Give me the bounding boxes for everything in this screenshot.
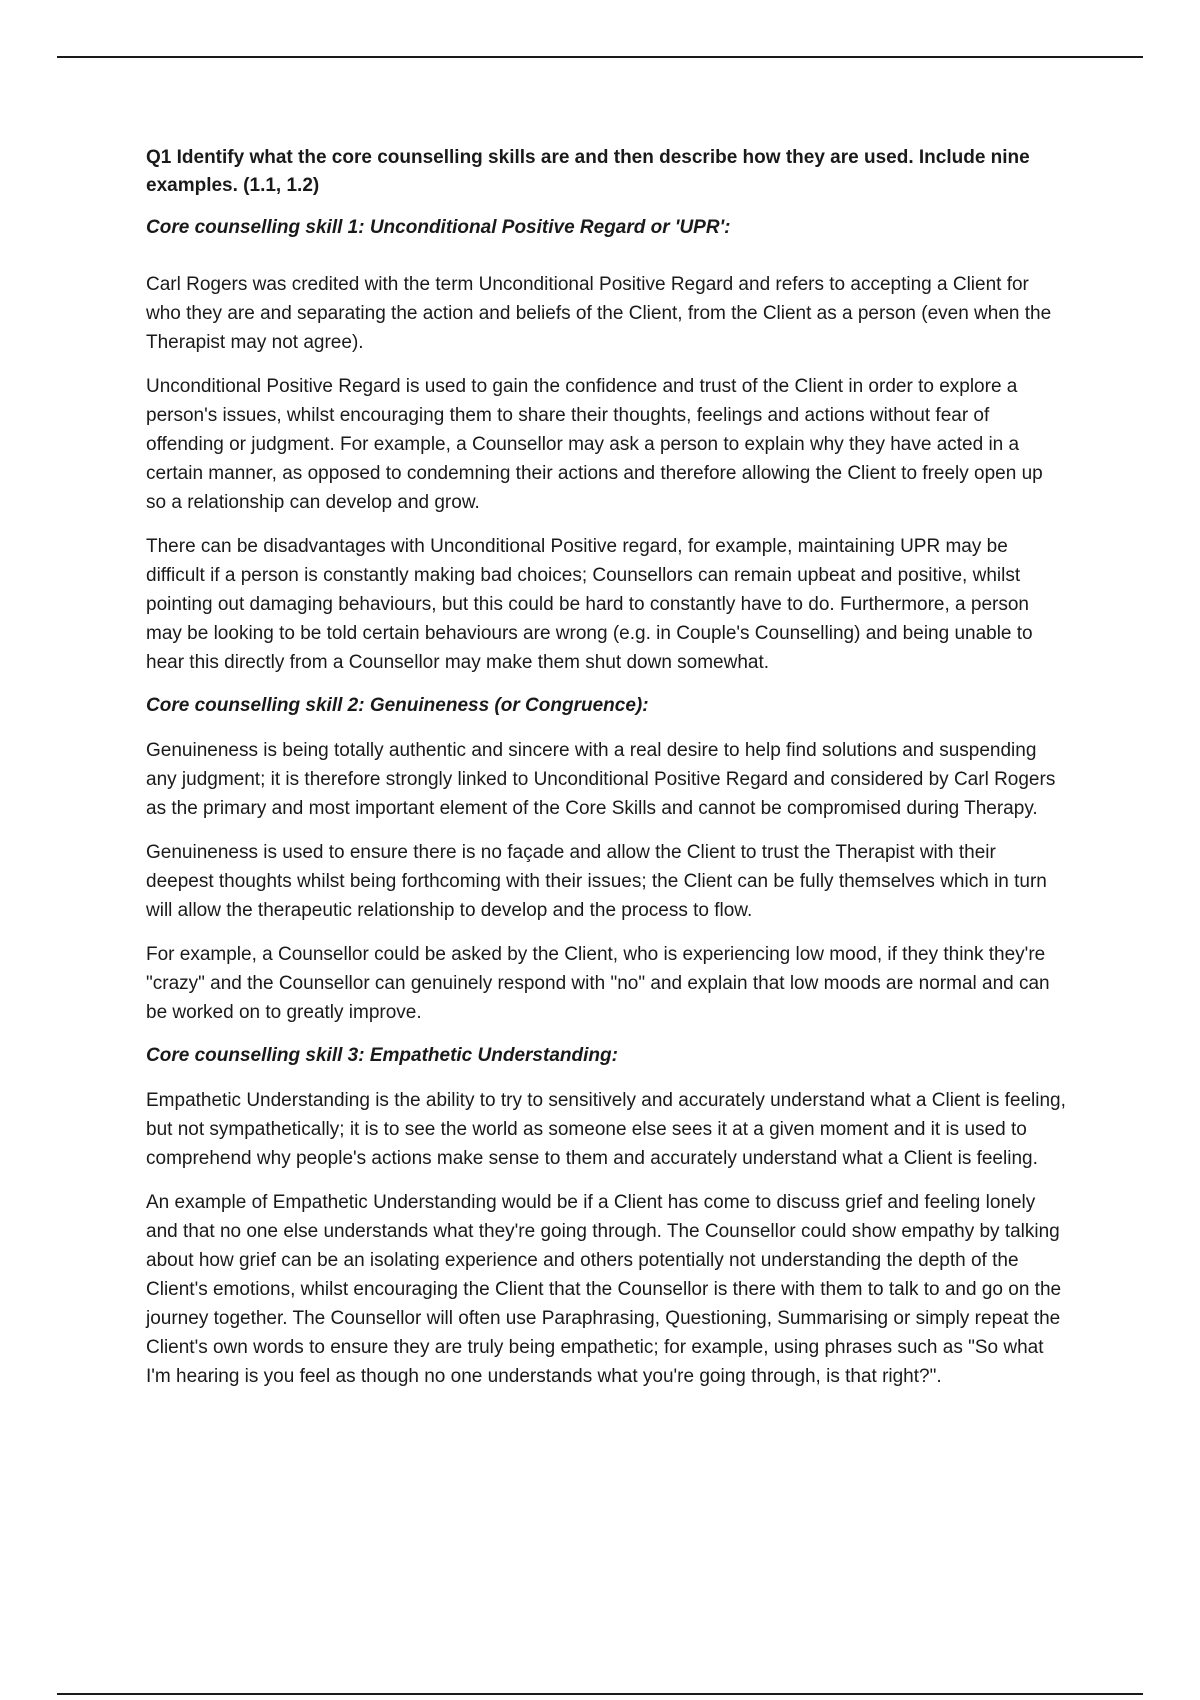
section-heading-skill-1: Core counselling skill 1: Unconditional Positive Regard or 'UPR': <box>146 217 731 238</box>
section-heading-skill-3: Core counselling skill 3: Empathetic Understanding: <box>146 1045 618 1066</box>
section-heading-skill-2: Core counselling skill 2: Genuineness (or Congruence): <box>146 695 649 716</box>
paragraph: Empathetic Understanding is the ability to try to sensitively and accurately understand what a Client is feeling, but not sympathetically; it is to see the world as someone else sees it at a given moment and it is used to comprehend why people's actions make sense to them and accurately understand what a Client is feeling. <box>146 1090 1066 1169</box>
question-heading: Q1 Identify what the core counselling skills are and then describe how they are used. Include nine examples. (1.1, 1.2) <box>146 147 1030 196</box>
paragraph: Unconditional Positive Regard is used to gain the confidence and trust of the Client in order to explore a person's issues, whilst encouraging them to share their thoughts, feelings and actions without fear of offending or judgment. For example, a Counsellor may ask a person to explain why they have acted in a certain manner, as opposed to condemning their actions and therefore allowing the Client to freely open up so a relationship can develop and grow. <box>146 376 1043 513</box>
paragraph: Genuineness is being totally authentic and sincere with a real desire to help find solutions and suspending any judgment; it is therefore strongly linked to Unconditional Positive Regard and considered by Carl Rogers as the primary and most important element of the Core Skills and cannot be compromised during Therapy. <box>146 740 1056 819</box>
paragraph: An example of Empathetic Understanding would be if a Client has come to discuss grief and feeling lonely and that no one else understands what they're going through. The Counsellor could show empathy by talking about how grief can be an isolating experience and others potentially not understanding the depth of the Client's emotions, whilst encouraging the Client that the Counsellor is there with them to talk to and go on the journey together. The Counsellor will often use Paraphrasing, Questioning, Summarising or simply repeat the Client's own words to ensure they are truly being empathetic; for example, using phrases such as "So what I'm hearing is you feel as though no one understands what you're going through, is that right?". <box>146 1192 1062 1387</box>
paragraph: Genuineness is used to ensure there is no façade and allow the Client to trust the Therapist with their deepest thoughts whilst being forthcoming with their issues; the Client can be fully themselves which in turn will allow the therapeutic relationship to develop and the process to flow. <box>146 842 1047 921</box>
document-body <box>146 144 1066 1406</box>
header-rule <box>57 56 1143 58</box>
paragraph: There can be disadvantages with Unconditional Positive regard, for example, maintaining UPR may be difficult if a person is constantly making bad choices; Counsellors can remain upbeat and positive, whilst pointing out damaging behaviours, but this could be hard to constantly have to do. Furthermore, a person may be looking to be told certain behaviours are wrong (e.g. in Couple's Counselling) and being unable to hear this directly from a Counsellor may make them shut down somewhat. <box>146 536 1033 673</box>
paragraph: Carl Rogers was credited with the term Unconditional Positive Regard and refers to accepting a Client for who they are and separating the action and beliefs of the Client, from the Client as a person (even when the Therapist may not agree). <box>146 274 1052 353</box>
paragraph: For example, a Counsellor could be asked by the Client, who is experiencing low mood, if they think they're "crazy" and the Counsellor can genuinely respond with "no" and explain that low moods are normal and can be worked on to greatly improve. <box>146 944 1050 1023</box>
footer-rule <box>57 1693 1143 1695</box>
